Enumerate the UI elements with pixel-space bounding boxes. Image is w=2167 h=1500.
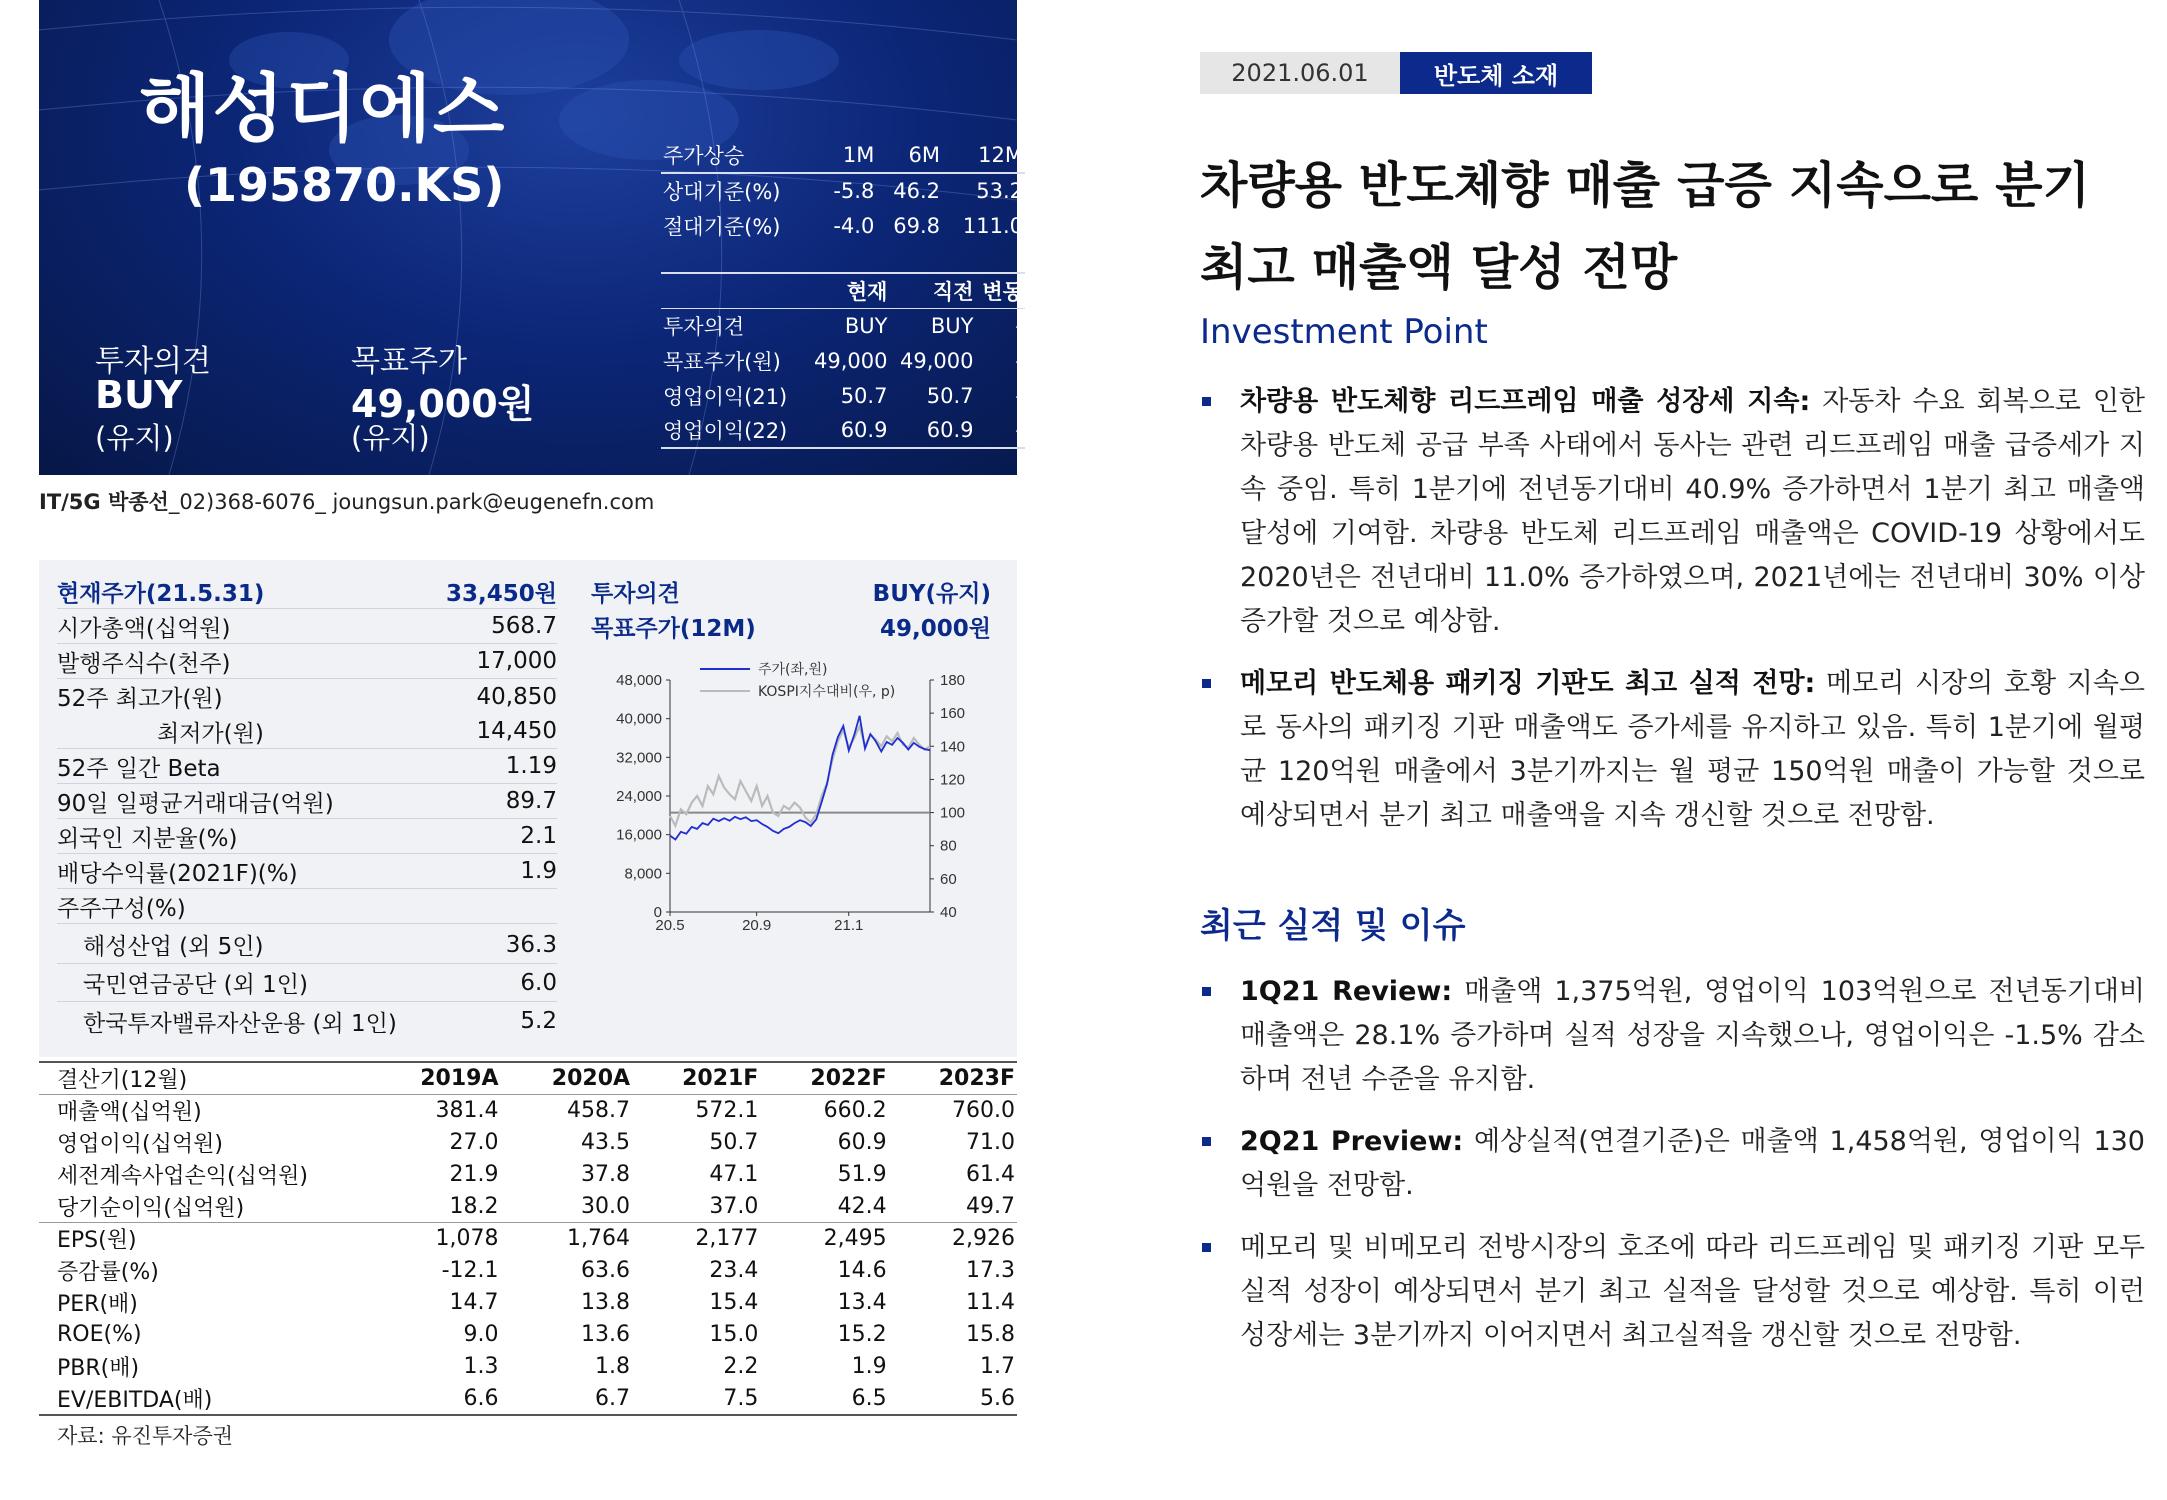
- list-item: 메모리 및 비메모리 전방시장의 호조에 따라 리드프레임 및 패키징 기판 모두 실적 성장이 예상되면서 분기 최고 실적을 달성할 것으로 예상함. 특히 이런 성장세는 3분기까지 이어지면서 최고실적을 갱신할 것으로 전망함.: [1200, 1226, 2145, 1358]
- target-summary-row: 목표주가(12M) 49,000원: [591, 616, 991, 642]
- opinion-summary-row: 투자의견 BUY(유지): [591, 581, 991, 607]
- table-row: 절대기준(%) -4.0 69.8 111.0: [663, 213, 1023, 239]
- table-row: PBR(배) 1.3 1.8 2.2 1.9 1.7: [57, 1354, 1015, 1381]
- legend-label: 주가(좌,원): [758, 662, 828, 678]
- headline-line: 최고 매출액 달성 전망: [1200, 239, 1678, 296]
- table-row: 목표주가(원) 49,000 49,000 -: [663, 348, 1023, 374]
- analyst-info: [39, 486, 654, 516]
- list-item: 메모리 반도체용 패키징 기판도 최고 실적 전망: 메모리 시장의 호황 지속으로 동사의 패키징 기판 매출액도 증가세를 유지하고 있음. 특히 1분기에 월평균 120억원 매출에서 3분기까지는 월 평균 150억원 매출이 가능할 것으로 예상되면서 분기 최고 매출액을 지속 갱신할 것으로 전망함.: [1200, 662, 2145, 838]
- recent-issues-list: [1200, 970, 2145, 1376]
- table-row: EPS(원) 1,078 1,764 2,177 2,495 2,926: [39, 1223, 1017, 1255]
- table-row: 당기순이익(십억원) 18.2 30.0 37.0 42.4 49.7: [57, 1193, 1015, 1221]
- y-left-tick-label: 8,000: [624, 865, 662, 883]
- opinion-note: (유지): [95, 421, 174, 455]
- stock-price-chart: [590, 655, 1000, 945]
- financial-summary-table: [39, 1061, 1017, 1416]
- info-row: 해성산업 (외 5인) 36.3: [57, 926, 557, 964]
- target-note: (유지): [351, 421, 430, 455]
- x-tick-label: 20.9: [742, 917, 772, 934]
- table-row: 영업이익(십억원) 27.0 43.5 50.7 60.9 71.0: [57, 1130, 1015, 1157]
- source-note: 자료: 유진투자증권: [57, 1424, 234, 1448]
- info-row: 외국인 지분율(%) 2.1: [57, 819, 557, 854]
- y-right-tick-label: 160: [940, 705, 966, 723]
- table-row: 투자의견 BUY BUY -: [663, 313, 1023, 339]
- table-header-row: 주가상승 1M 6M 12M: [661, 138, 1025, 173]
- bullet-square-icon: [1202, 1243, 1211, 1252]
- info-row: 주주구성(%): [57, 889, 557, 924]
- table-row: 영업이익(21) 50.7 50.7 -: [663, 383, 1023, 409]
- price-performance-table: [661, 138, 1025, 243]
- y-right-tick-label: 40: [940, 904, 957, 921]
- table-header-row: 결산기(12월) 2019A 2020A 2021F 2022F 2023F: [39, 1062, 1017, 1095]
- legend-label: KOSPI지수대비(우, p): [758, 684, 896, 700]
- table-row: 매출액(십억원) 381.4 458.7 572.1 660.2 760.0: [57, 1098, 1015, 1126]
- bullet-square-icon: [1202, 1137, 1211, 1146]
- analyst-contact: _02)368-6076_ joungsun.park@eugenefn.com: [168, 490, 655, 514]
- report-headline: [1200, 145, 2160, 309]
- company-name: 해성디에스: [139, 66, 507, 152]
- analyst-name: IT/5G 박종선: [39, 490, 169, 514]
- list-item: 1Q21 Review: 매출액 1,375억원, 영업이익 103억원으로 전년동기대비 매출액은 28.1% 증가하며 실적 성장을 지속했으나, 영업이익은 -1.5% 감소하며 전년 수준을 유지함.: [1200, 970, 2145, 1102]
- headline-line: 차량용 반도체향 매출 급증 지속으로 분기: [1200, 157, 2090, 214]
- info-row: 90일 일평균거래대금(억원) 89.7: [57, 784, 557, 819]
- y-left-tick-label: 16,000: [616, 826, 662, 844]
- target-price-value: 49,000원: [351, 382, 535, 426]
- y-right-tick-label: 180: [940, 672, 966, 689]
- y-right-tick-label: 120: [940, 771, 966, 789]
- y-right-tick-label: 140: [940, 738, 966, 756]
- info-row: 현재주가(21.5.31) 33,450원: [57, 574, 557, 609]
- table-header-row: 현재 직전 변동: [661, 273, 1025, 308]
- bullet-square-icon: [1202, 679, 1211, 688]
- list-item: 차량용 반도체향 리드프레임 매출 성장세 지속: 자동차 수요 회복으로 인한 차량용 반도체 공급 부족 사태에서 동사는 관련 리드프레임 매출 급증세가 지속 중임. 특히 1분기에 전년동기대비 40.9% 증가하면서 1분기 최고 매출액 달성에 기여함. 차량용 반도체 리드프레임 매출액은 COVID-19 상황에서도 2020년은 전년대비 11.0% 증가하였으며, 2021년에는 전년대비 30% 이상 증가할 것으로 예상함.: [1200, 380, 2145, 644]
- info-row: 52주 최고가(원) 40,850: [57, 683, 557, 712]
- target-label: 목표주가: [351, 344, 467, 379]
- info-row: 최저가(원) 14,450: [57, 714, 557, 749]
- opinion-value: BUY: [95, 373, 183, 417]
- info-row: 시가총액(십억원) 568.7: [57, 609, 557, 644]
- table-row: 상대기준(%) -5.8 46.2 53.2: [663, 179, 1023, 204]
- bullet-square-icon: [1202, 987, 1211, 996]
- y-left-tick-label: 0: [653, 904, 662, 921]
- sector-badge: 반도체 소재: [1400, 52, 1592, 94]
- table-row: 영업이익(22) 60.9 60.9 -: [661, 413, 1025, 448]
- ticker-code: (195870.KS): [184, 158, 505, 212]
- table-row: 증감률(%) -12.1 63.6 23.4 14.6 17.3: [57, 1258, 1015, 1285]
- info-row: 국민연금공단 (외 1인) 6.0: [57, 964, 557, 1002]
- y-left-tick-label: 24,000: [616, 788, 662, 805]
- y-left-tick-label: 40,000: [616, 710, 662, 728]
- series-line: [670, 726, 930, 825]
- table-row: ROE(%) 9.0 13.6 15.0 15.2 15.8: [57, 1322, 1015, 1347]
- info-row: 발행주식수(천주) 17,000: [57, 644, 557, 679]
- x-tick-label: 21.1: [834, 917, 864, 934]
- opinion-label: 투자의견: [95, 344, 211, 379]
- y-left-tick-label: 32,000: [616, 749, 662, 767]
- info-row: 한국투자밸류자산운용 (외 1인) 5.2: [83, 1008, 557, 1037]
- x-tick-label: 20.5: [655, 917, 685, 934]
- table-row: EV/EBITDA(배) 6.6 6.7 7.5 6.5 5.6: [39, 1383, 1017, 1415]
- info-row: 52주 일간 Beta 1.19: [57, 749, 557, 784]
- table-row: 세전계속사업손익(십억원) 21.9 37.8 47.1 51.9 61.4: [57, 1162, 1015, 1189]
- list-item: 2Q21 Preview: 예상실적(연결기준)은 매출액 1,458억원, 영업이익 130억원을 전망함.: [1200, 1120, 2145, 1208]
- bullet-square-icon: [1202, 397, 1211, 406]
- recent-issues-title: 최근 실적 및 이슈: [1200, 906, 1466, 946]
- y-right-tick-label: 60: [940, 870, 957, 888]
- opinion-change-table: [661, 272, 1025, 449]
- table-row: PER(배) 14.7 13.8 15.4 13.4 11.4: [57, 1290, 1015, 1317]
- y-right-tick-label: 80: [940, 837, 957, 855]
- investment-point-list: [1200, 380, 2145, 856]
- series-line: [670, 716, 930, 840]
- y-left-tick-label: 48,000: [616, 672, 662, 689]
- info-row: 배당수익률(2021F)(%) 1.9: [57, 854, 557, 889]
- investment-point-title: Investment Point: [1200, 312, 1488, 352]
- y-right-tick-label: 100: [940, 804, 966, 822]
- report-date: 2021.06.01: [1200, 52, 1400, 94]
- header-banner: [39, 0, 1023, 475]
